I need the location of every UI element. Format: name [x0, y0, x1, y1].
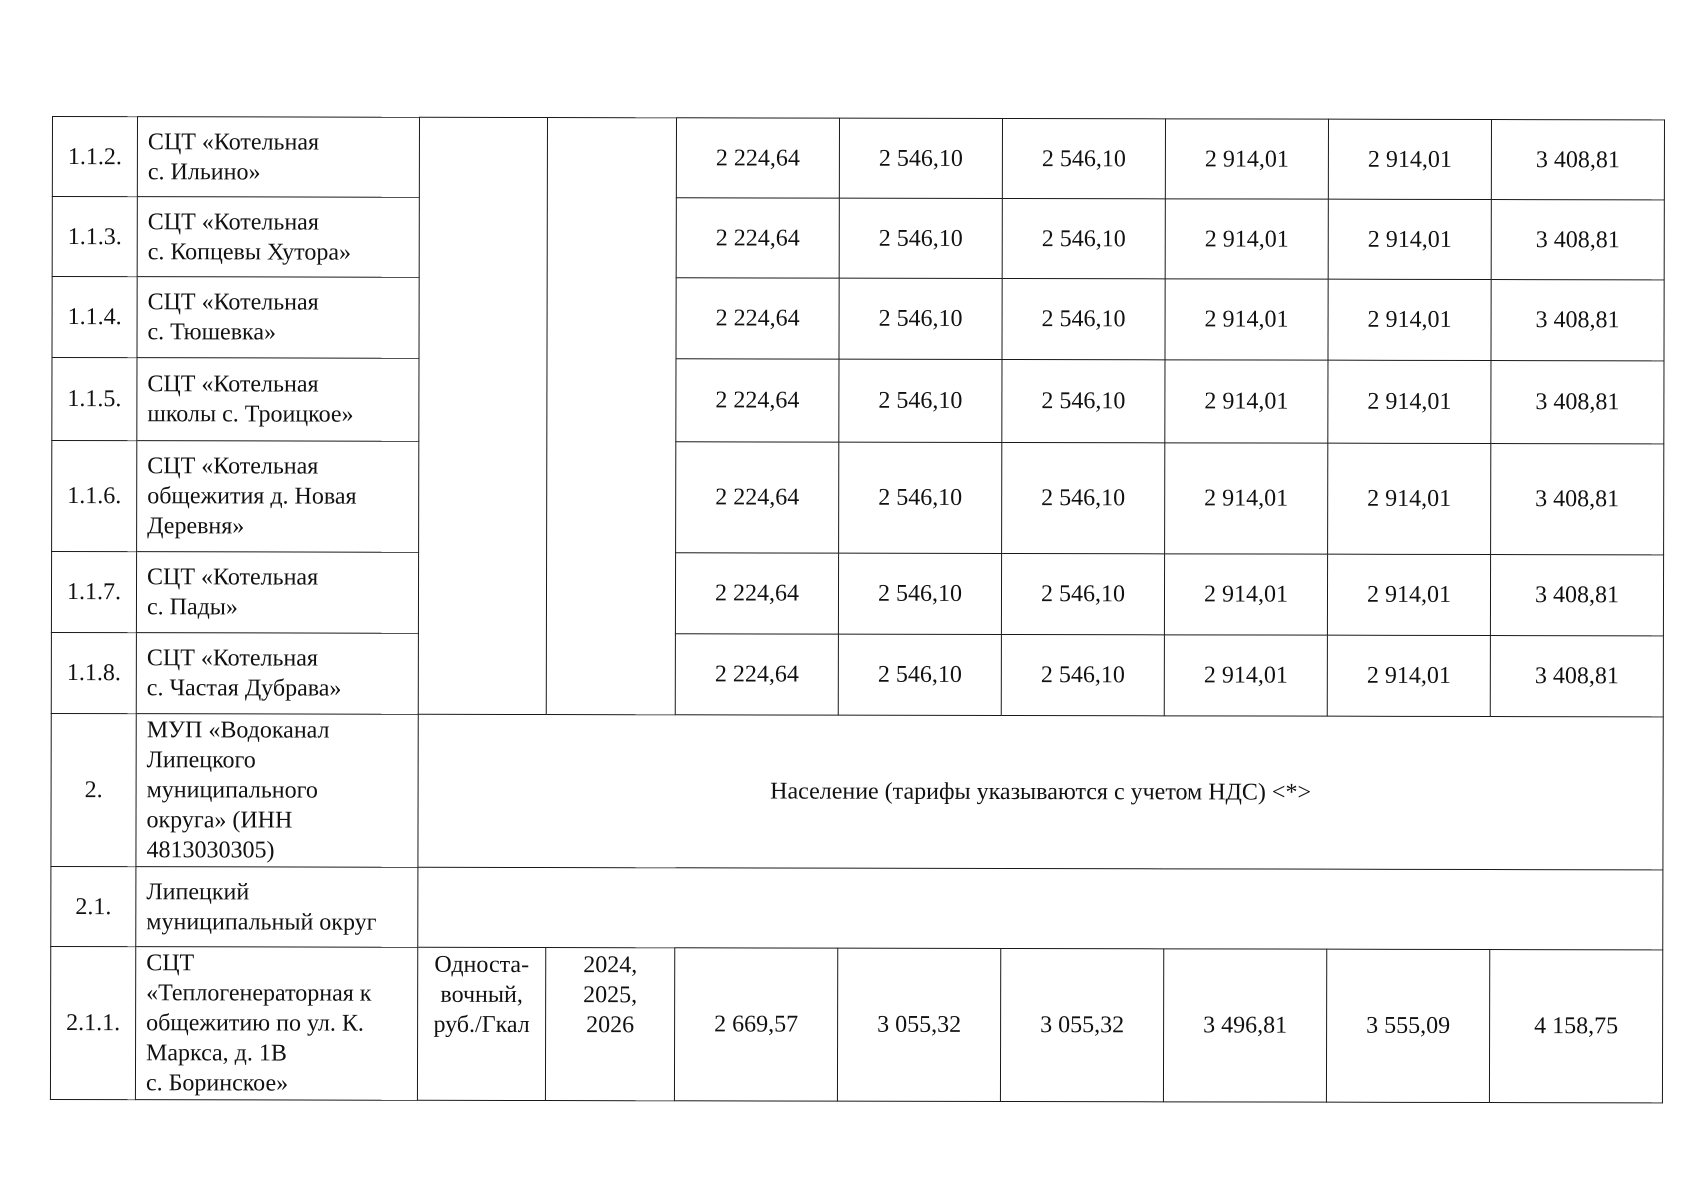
tariff-value: 2 914,01 — [1165, 360, 1328, 443]
tariff-value: 2 224,64 — [676, 118, 839, 198]
merged-blank-cell — [418, 867, 1663, 950]
tariff-value: 2 546,10 — [1002, 118, 1165, 198]
heat-source-name: СЦТ «Котельная с. Пады» — [136, 552, 418, 634]
table-row — [52, 277, 1664, 361]
merged-blank-cell — [546, 118, 676, 715]
tariff-value: 2 546,10 — [838, 634, 1001, 715]
heat-source-name: СЦТ «Котельная с. Частая Дубрава» — [136, 633, 418, 715]
table-row — [52, 117, 1664, 200]
heat-source-name: СЦТ «Котельная общежития д. Новая Деревня» — [137, 441, 419, 553]
table-row — [51, 713, 1663, 869]
tariff-value: 3 408,81 — [1491, 361, 1664, 444]
heat-source-name: СЦТ «Котельная с. Ильино» — [137, 117, 419, 198]
row-number: 1.1.7. — [51, 552, 136, 633]
row-number: 1.1.2. — [52, 117, 137, 197]
tariff-value: 2 546,10 — [838, 553, 1001, 634]
tariff-value: 2 546,10 — [1002, 198, 1165, 278]
tariff-value: 2 546,10 — [839, 442, 1002, 553]
tariff-value: 2 914,01 — [1165, 199, 1328, 279]
tariff-value: 2 546,10 — [1001, 634, 1164, 715]
row-number: 2.1. — [51, 866, 136, 946]
table-row — [51, 866, 1663, 949]
table-row — [52, 441, 1664, 555]
table-row — [50, 946, 1662, 1102]
tariff-value: 3 555,09 — [1326, 949, 1489, 1102]
tariff-type-unit: Односта- вочный, руб./Гкал — [417, 947, 545, 1100]
row-number: 1.1.8. — [51, 632, 136, 713]
tariff-value: 2 546,10 — [1002, 359, 1165, 442]
tariff-value: 3 055,32 — [837, 948, 1000, 1101]
tariff-value: 2 224,64 — [676, 278, 839, 359]
tariff-table — [50, 116, 1665, 1103]
tariff-value: 2 546,10 — [1002, 278, 1165, 359]
consumer-group-note: Население (тарифы указываются с учетом НДС) <*> — [418, 714, 1663, 870]
tariff-value: 2 224,64 — [675, 634, 838, 715]
tariff-value: 2 546,10 — [1001, 553, 1164, 634]
tariff-value: 4 158,75 — [1489, 950, 1662, 1103]
organization-name: МУП «Водоканал Липецкого муниципального округа» (ИНН 4813030305) — [136, 714, 418, 868]
table-row — [52, 358, 1664, 444]
row-number: 1.1.4. — [52, 277, 137, 358]
tariff-value: 2 546,10 — [839, 278, 1002, 359]
tariff-value: 2 546,10 — [839, 198, 1002, 278]
heat-source-name: СЦТ «Котельная школы с. Троицкое» — [137, 358, 419, 442]
tariff-value: 2 914,01 — [1328, 443, 1491, 554]
row-number: 2. — [51, 713, 136, 866]
tariff-value: 3 408,81 — [1491, 120, 1664, 200]
tariff-value: 2 914,01 — [1327, 554, 1490, 635]
tariff-years: 2024, 2025, 2026 — [545, 948, 674, 1101]
tariff-value: 2 914,01 — [1328, 360, 1491, 443]
tariff-value: 2 914,01 — [1165, 443, 1328, 554]
row-number: 2.1.1. — [50, 946, 135, 1099]
table-row — [52, 197, 1664, 280]
tariff-value: 2 914,01 — [1328, 199, 1491, 279]
tariff-value: 2 914,01 — [1165, 279, 1328, 360]
tariff-value: 2 914,01 — [1165, 119, 1328, 199]
tariff-value: 2 914,01 — [1327, 635, 1490, 716]
tariff-value: 2 224,64 — [676, 359, 839, 442]
heat-source-name: СЦТ «Котельная с. Копцевы Хутора» — [137, 197, 419, 278]
heat-source-name: СЦТ «Котельная с. Тюшевка» — [137, 277, 419, 359]
tariff-value: 2 914,01 — [1328, 119, 1491, 199]
tariff-value: 3 408,81 — [1491, 200, 1664, 280]
tariff-value: 2 669,57 — [674, 948, 837, 1101]
tariff-value: 2 224,64 — [676, 442, 839, 553]
tariff-value: 2 914,01 — [1164, 554, 1327, 635]
tariff-value: 3 408,81 — [1491, 280, 1664, 361]
tariff-value: 2 224,64 — [676, 198, 839, 278]
tariff-value: 3 408,81 — [1491, 444, 1664, 555]
tariff-value: 2 546,10 — [1002, 442, 1165, 553]
heat-source-name: СЦТ «Теплогенераторная к общежитию по ул. К. Маркса, д. 1В с. Боринское» — [135, 947, 417, 1101]
tariff-value: 3 055,32 — [1000, 948, 1163, 1101]
tariff-value: 2 224,64 — [675, 553, 838, 634]
merged-blank-cell — [418, 117, 547, 714]
row-number: 1.1.6. — [52, 441, 137, 552]
tariff-value: 3 408,81 — [1490, 636, 1663, 717]
table-row — [51, 552, 1663, 636]
tariff-value: 2 546,10 — [839, 359, 1002, 442]
tariff-value: 3 496,81 — [1163, 949, 1326, 1102]
row-number: 1.1.5. — [52, 358, 137, 441]
tariff-value: 2 914,01 — [1328, 279, 1491, 360]
tariff-value: 2 914,01 — [1164, 635, 1327, 716]
tariff-value: 3 408,81 — [1490, 555, 1663, 636]
district-name: Липецкий муниципальный округ — [136, 867, 418, 948]
tariff-value: 2 546,10 — [839, 118, 1002, 198]
table-row — [51, 632, 1663, 716]
row-number: 1.1.3. — [52, 197, 137, 277]
